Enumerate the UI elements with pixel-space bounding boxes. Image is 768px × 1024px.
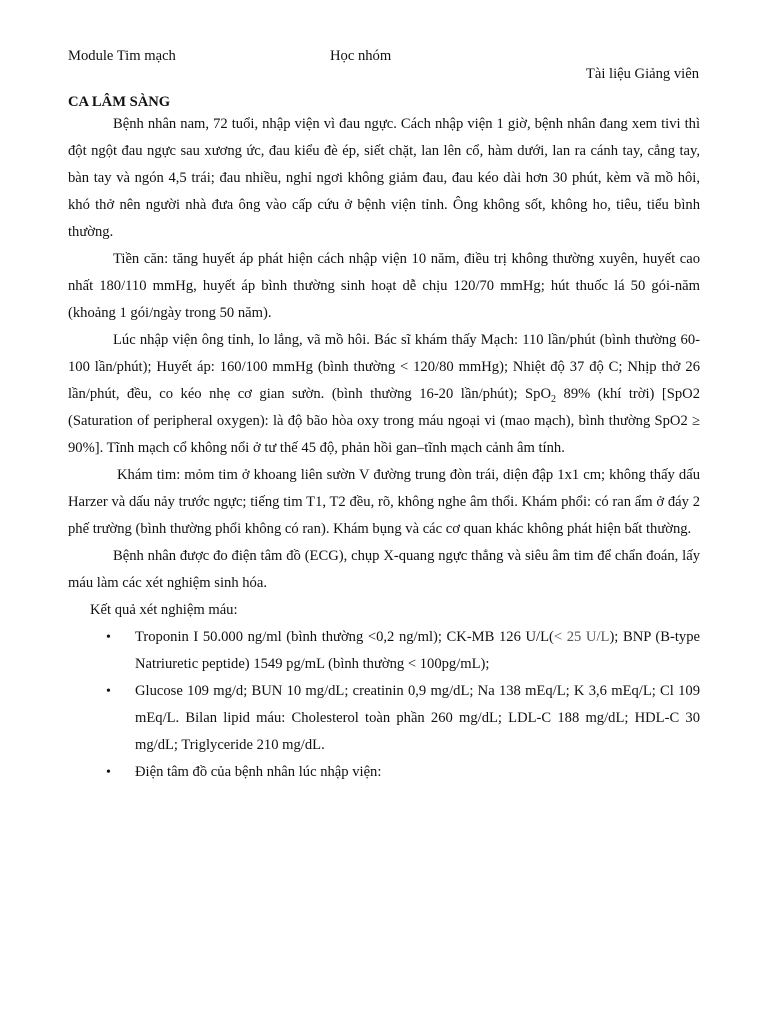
bullet-icon: • bbox=[106, 765, 111, 780]
bullet-icon: • bbox=[106, 630, 111, 645]
header-group: Học nhóm bbox=[330, 48, 392, 64]
paragraph-history-present: Bệnh nhân nam, 72 tuổi, nhập viện vì đau ngực. Cách nhập viện 1 giờ, bệnh nhân đang xem tivi thì đột ngột đau ngực sau xương ức, đau kiểu đè ép, siết chặt, lan lên cổ, hàm dưới, lan ra cánh tay, cẳng tay, bàn tay và ngón 4,5 trái; đau nhiều, nghỉ ngơi không giảm đau, đau kéo dài hơn 30 phút, kèm vã mồ hôi, khó thở nên người nhà đưa ông vào cấp cứu ở bệnh viện tỉnh. Ông không sốt, không ho, tiêu, tiểu bình thường. bbox=[68, 116, 700, 240]
result-text: Glucose 109 mg/d; BUN 10 mg/dL; creatinin 0,9 mg/dL; Na 138 mEq/L; K 3,6 mEq/L; Cl 109 mEq/L. Bilan lipid máu: Cholesterol toàn phần 260 mg/dL; LDL-C 188 mg/dL; HDL-C 30 mg/dL; Triglyceride 210 mg/dL. bbox=[135, 683, 700, 753]
case-title: CA LÂM SÀNG bbox=[68, 94, 171, 110]
spo2-subscript: 2 bbox=[551, 393, 557, 405]
results-lead: Kết quả xét nghiệm máu: bbox=[90, 602, 238, 618]
paragraph-past-history: Tiền căn: tăng huyết áp phát hiện cách nhập viện 10 năm, điều trị không thường xuyên, huyết cao nhất 180/110 mmHg, huyết áp bình thường sinh hoạt dễ chịu 120/70 mmHg; hút thuốc lá 50 gói-năm (khoảng 1 gói/ngày trong 50 năm). bbox=[68, 251, 700, 321]
bullet-icon: • bbox=[106, 684, 111, 699]
header-doc-type: Tài liệu Giảng viên bbox=[585, 66, 699, 82]
list-item bbox=[68, 624, 700, 678]
list-item bbox=[68, 678, 700, 759]
results-list bbox=[68, 624, 700, 786]
header-module: Module Tim mạch bbox=[68, 48, 176, 64]
case-content bbox=[68, 93, 700, 786]
admission-exam-text-b: 89% (khí trời) [SpO2 (Saturation of peripheral oxygen): là độ bão hòa oxy trong máu ngoại vi (mao mạch), bình thường SpO2 ≥ 90%]. Tĩnh mạch cổ không nổi ở tư thế 45 độ, phản hồi gan–tĩnh mạch cảnh âm tính. bbox=[68, 386, 700, 456]
list-item bbox=[68, 759, 700, 786]
result-text: Điện tâm đồ của bệnh nhân lúc nhập viện: bbox=[135, 764, 382, 780]
result-text-muted: < 25 U/L bbox=[553, 629, 610, 645]
paragraph-admission-exam bbox=[68, 327, 700, 462]
result-text: ); BNP (B-type Natriuretic peptide) 1549 pg/mL (bình thường < 100pg/mL); bbox=[135, 629, 700, 672]
result-text: Troponin I 50.000 ng/ml (bình thường <0,2 ng/ml); CK-MB 126 U/L( bbox=[135, 629, 554, 645]
paragraph-investigations: Bệnh nhân được đo điện tâm đồ (ECG), chụp X-quang ngực thẳng và siêu âm tim để chẩn đoán, lấy máu làm các xét nghiệm sinh hóa. bbox=[68, 548, 700, 591]
paragraph-cardiac-exam: Khám tim: mỏm tim ở khoang liên sườn V đường trung đòn trái, diện đập 1x1 cm; không thấy dấu Harzer và dấu nảy trước ngực; tiếng tim T1, T2 đều, rõ, không nghe âm thổi. Khám phổi: có ran ẩm ở đáy 2 phế trường (bình thường phổi không có ran). Khám bụng và các cơ quan khác không phát hiện bất thường. bbox=[68, 467, 700, 537]
admission-exam-text-a: Lúc nhập viện ông tỉnh, lo lắng, vã mồ hôi. Bác sĩ khám thấy Mạch: 110 lần/phút (bình thường 60-100 lần/phút); Huyết áp: 160/100 mmHg (bình thường < 120/80 mmHg); Nhiệt độ 37 độ C; Nhịp thở 26 lần/phút, đều, co kéo nhẹ cơ gian sườn. (bình thường 16-20 lần/phút); SpO bbox=[68, 332, 700, 402]
